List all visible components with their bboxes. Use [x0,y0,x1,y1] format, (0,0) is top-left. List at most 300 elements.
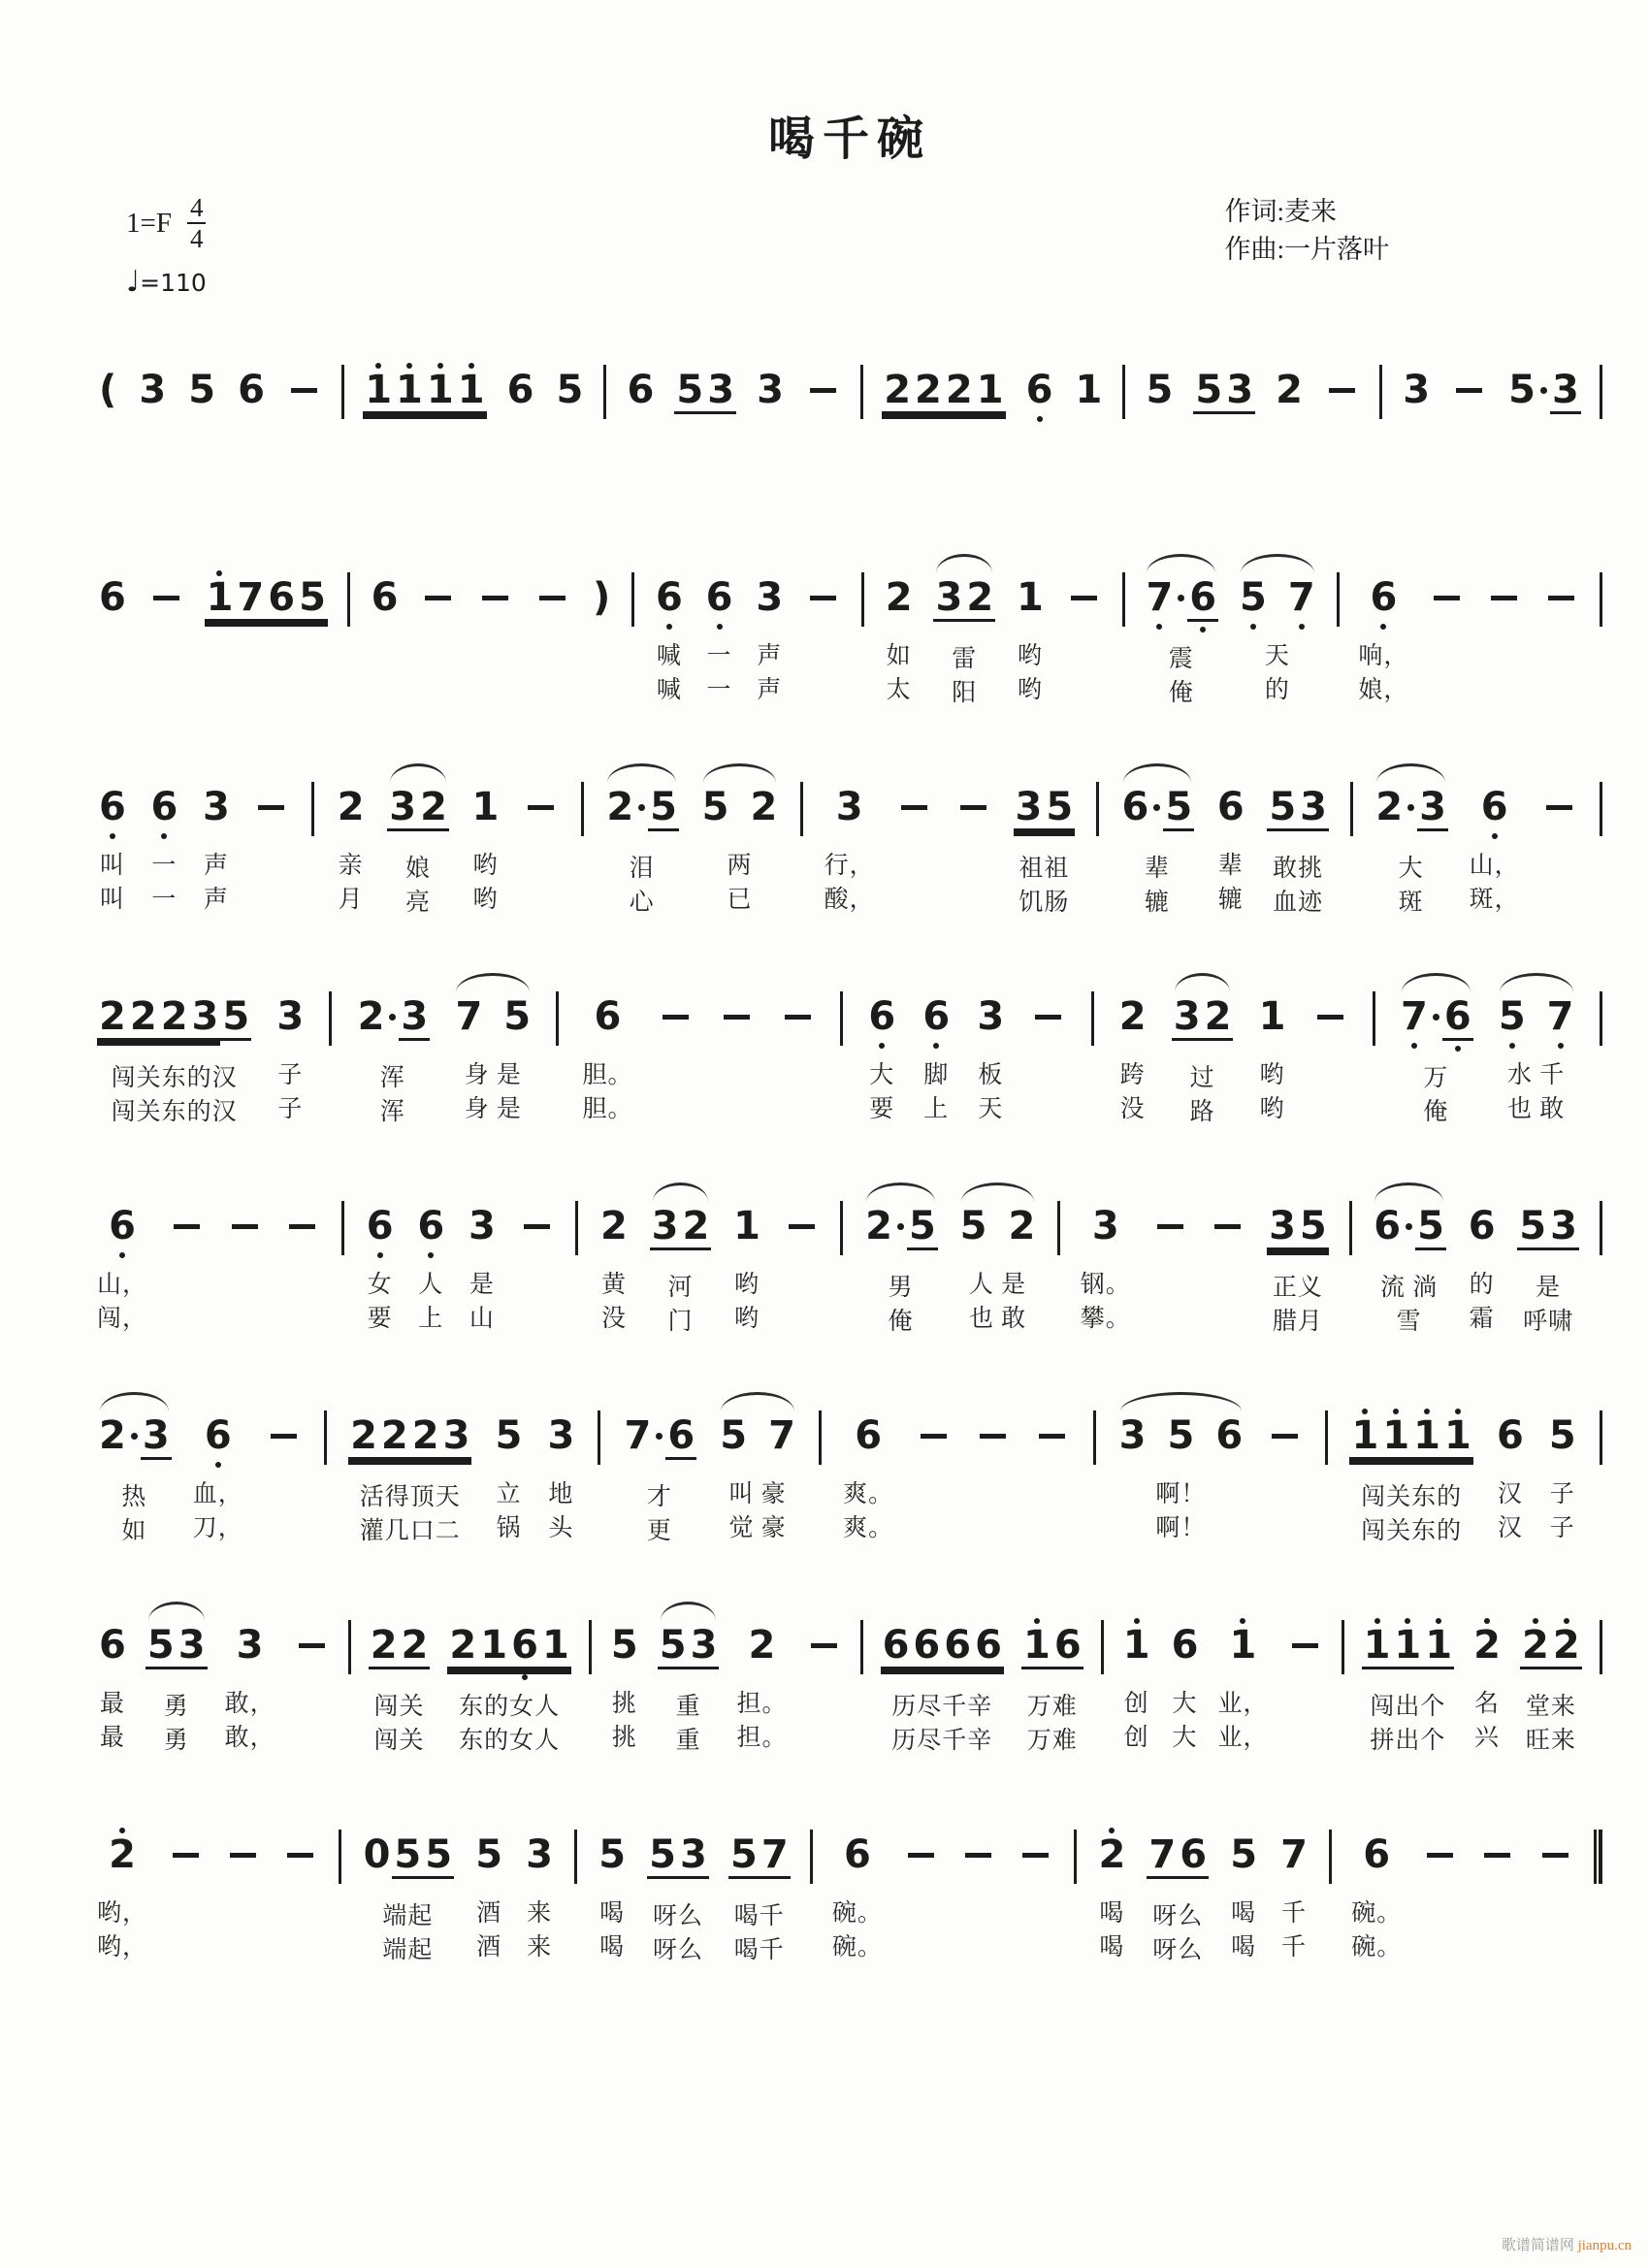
note-number: 2 [357,994,385,1040]
note-glyph [415,1193,446,1264]
note-glyph [1471,1612,1503,1683]
barline-mark [575,1201,578,1255]
note-cell [658,1610,720,1758]
note-number: 6 [268,575,296,621]
note-cell [1017,1820,1054,1896]
duration-dash [1157,1224,1183,1229]
lyric-verse1: 娘 [405,856,432,883]
note-number: 2 [885,575,913,621]
note-glyph [1551,1612,1582,1686]
barline-mark [1329,1830,1332,1884]
note-number: 3 [707,368,735,413]
note-cell [1547,1401,1578,1545]
lyric-verse1: 响， [1358,643,1409,670]
note-glyph [168,1193,206,1264]
lyric-verse1: 板 [978,1062,1004,1089]
slur-arc [1147,554,1215,573]
lyric-verse1: 万 [1423,1065,1449,1092]
note-cell [832,1820,883,1964]
note-cell [369,1610,431,1758]
note-glyph [1286,1612,1324,1683]
barline [1379,355,1382,419]
note-number: 6 [366,1204,394,1249]
lyric-verse1: 喊 [656,643,682,670]
note-glyph [1267,1193,1298,1267]
note-glyph [1372,1193,1403,1267]
lyric-verse2: 也 敢 [1507,1096,1566,1123]
note-cell [293,1610,331,1687]
note-glyph [944,357,975,431]
note-cell [534,563,571,639]
note-cell [1274,355,1305,428]
score-line [97,1610,1602,1758]
note-cell [1120,772,1195,920]
note-number: 6 [1496,1413,1524,1459]
note-number: 6 [594,994,622,1040]
note-glyph [1403,1193,1415,1267]
barline [1600,772,1602,836]
note-glyph [1120,774,1151,848]
note-glyph [1224,357,1255,431]
lyric-verse2: 碗。 [831,1934,883,1961]
barline-mark [1074,1830,1077,1884]
note-cell [201,772,232,917]
note-cell [1536,1820,1574,1896]
duration-dash [908,1853,934,1858]
barline-mark [556,991,559,1046]
final-barline [1594,1830,1602,1884]
note-number: 3 [276,994,305,1040]
lyric-verse2: 辘 [1217,887,1244,914]
lyric-verse1: 喝 [1099,1900,1125,1928]
note-cell [1145,355,1176,428]
barline-mark [861,572,864,627]
note-number: 6 [1363,1832,1391,1878]
note-number: 6 [371,575,399,621]
note-glyph [555,357,586,428]
note-cell [1286,1610,1324,1687]
note-cell [626,355,657,428]
note-group [476,563,514,635]
note-glyph [747,1612,778,1683]
note-cell [1215,772,1246,917]
note-number: 1 [1075,368,1103,413]
barline [324,1401,327,1465]
lyric-verse1: 立 [496,1481,522,1508]
note-number: 3 [651,1204,679,1249]
note-glyph [1017,1822,1054,1893]
lyric-verse2: 闯关东的 [1361,1518,1463,1545]
note-glyph [718,1403,749,1474]
note-cell [97,1191,147,1336]
note-glyph [128,1403,141,1476]
note-glyph [1096,1822,1127,1893]
note-cell [882,355,1005,431]
lyric-verse2: 创 [1123,1725,1149,1752]
note-cell [731,1191,762,1336]
note-group [866,982,897,1054]
duration-dash [291,388,317,393]
note-glyph [467,1193,498,1264]
lyric-verse1: 呀么 [1152,1903,1204,1930]
note-glyph [933,565,964,638]
credits-block [1224,193,1389,269]
lyric-verse1: 行， [824,853,875,880]
note-glyph [754,565,785,635]
note-glyph [97,774,128,845]
note-glyph [1228,1612,1259,1683]
barline-mark [329,991,332,1046]
note-number: 3 [1269,1204,1296,1249]
barline-mark [348,1620,351,1674]
note-group [1024,355,1055,428]
barline-mark [574,1830,577,1884]
note-number: 2 [1204,994,1232,1040]
note-glyph [1278,1822,1310,1893]
lyric-verse2: 挑 [611,1725,637,1752]
note-glyph [894,1193,907,1267]
note-number: 1 [396,368,423,413]
note-number: 5 [1417,1204,1444,1249]
barline [1373,982,1375,1046]
note-glyph [1368,565,1399,635]
note-cell [1399,982,1473,1129]
note-group [1074,355,1105,428]
note-group [654,563,685,635]
note-cell [97,563,128,639]
barline-mark [1379,365,1382,419]
note-group [863,1191,938,1267]
duration-dash [232,1224,258,1229]
note-glyph [128,984,159,1057]
duration-dash [1546,805,1572,810]
note-group [1471,1610,1503,1683]
note-glyph [1286,565,1317,635]
note-number: 2 [606,785,634,830]
note-glyph [730,774,748,845]
note-number: 1 [541,1623,569,1669]
note-glyph [1052,1612,1083,1686]
note-number: 1 [1122,1623,1150,1669]
note-glyph [804,565,842,635]
note-group [275,982,306,1054]
note-cell [1374,772,1448,920]
lyric-verse1: 哟 [1017,643,1043,670]
note-glyph [1542,565,1580,635]
note-glyph [1417,774,1448,848]
watermark-site-url: jianpu.cn [1577,2238,1632,2253]
note-group [1228,1820,1259,1893]
note-glyph [598,1193,630,1264]
note-group [236,355,267,428]
note-number: 6 [627,368,655,413]
note-cell [419,563,457,639]
note-number: 1 [457,368,485,413]
tempo-value: =110 [140,269,207,298]
note-group [1193,355,1255,431]
barline [311,772,314,836]
note-glyph [297,565,328,638]
duration-dash [153,596,179,600]
note-number: 2 [1552,1623,1580,1669]
note-number: 6 [868,994,896,1040]
note-group [1228,1610,1259,1683]
note-glyph [647,1822,678,1895]
lyric-verse2: 月 [338,887,364,914]
note-number: 5 [1269,785,1297,830]
note-group [1478,1820,1516,1893]
note-glyph [1430,984,1442,1057]
note-glyph [293,1612,331,1683]
time-signature-denominator: 4 [187,222,207,253]
note-glyph [975,984,1006,1054]
note-glyph [201,774,232,845]
note-cell [356,982,431,1129]
lyric-verse2: 一 [706,677,732,704]
lyric-verse1: 热 [121,1484,147,1511]
octave-dots-below [522,1674,528,1686]
note-number: 7 [768,1413,795,1459]
note-group [933,563,995,638]
note-number: ( [99,368,117,413]
note-glyph [902,1822,940,1893]
note-number: 1 [1351,1413,1379,1459]
note-number: 1 [1017,575,1044,621]
barline-mark [581,782,584,836]
lyric-verse2: 兴 [1474,1725,1501,1752]
note-glyph [441,1403,472,1476]
note-number: 3 [139,368,167,413]
lyric-verse2: 万难 [1026,1728,1078,1755]
lyric-verse2: 闯关东的汉 [111,1099,238,1126]
note-glyph [1485,565,1523,635]
note-glyph [591,565,612,635]
note-glyph [1006,1193,1037,1264]
note-cell [370,563,401,639]
note-cell [470,772,501,917]
note-cell [1117,982,1148,1126]
note-cell [654,563,685,707]
note-glyph [1033,1403,1071,1474]
lyric-verse2: 喊 [656,677,682,704]
note-cell [1278,1820,1310,1964]
note-group [1495,1401,1526,1474]
note-cell [252,772,290,849]
note-number: 1 [1229,1623,1257,1669]
note-cell [1193,355,1255,431]
note-number: 2 [748,1623,776,1669]
note-number: 5 [909,1204,936,1249]
lyric-verse1: 如 [886,643,912,670]
note-number: 2 [1473,1623,1501,1669]
note-group [1117,982,1148,1054]
barline [341,355,344,419]
lyric-verse1: 水 千 [1507,1062,1566,1089]
barline [603,355,606,419]
note-glyph [975,357,1006,431]
lyric-verse2: 爽。 [843,1515,894,1542]
note-glyph [1257,984,1288,1054]
note-cell [1024,355,1055,428]
note-cell [1428,563,1466,639]
slur-arc [1241,554,1314,573]
note-glyph [658,1612,689,1686]
note-glyph [470,774,501,845]
barline [1600,1610,1602,1674]
duration-dash [524,1224,550,1229]
dotted-note-dot [897,1223,904,1230]
note-cell [147,563,185,639]
lyric-verse1: 人 是 [968,1272,1027,1299]
duration-dash [1542,1853,1568,1858]
note-group [915,1401,953,1474]
note-number: 5 [1299,1204,1327,1249]
lyric-verse1: 大 [1398,856,1424,883]
note-group [593,982,624,1054]
note-cell [524,1820,555,1964]
note-glyph [447,1612,478,1686]
barline-mark [1057,1201,1060,1255]
duration-dash [425,596,451,600]
note-cell [863,1191,938,1339]
note-cell [959,1820,997,1896]
note-glyph [623,1403,654,1476]
barline [1325,1401,1328,1465]
note-glyph [1401,357,1432,428]
note-glyph [362,1822,393,1895]
note-group [1540,772,1578,845]
duration-dash [1035,1015,1061,1020]
note-glyph [1442,1403,1473,1476]
note-group [1090,1191,1121,1264]
note-number: 2 [411,1413,439,1459]
note-number: 3 [236,1623,264,1669]
note-glyph [336,774,367,845]
note-glyph [657,984,695,1054]
note-cell [1540,772,1578,849]
lyric-verse2: 锅 [496,1515,522,1542]
lyric-verse2: 重 [675,1728,701,1755]
note-group [1485,563,1523,635]
note-number: 6 [1189,575,1217,621]
lyric-verse2: 旺来 [1525,1728,1576,1755]
note-glyph [453,984,484,1054]
note-group [415,1191,446,1264]
note-glyph [718,984,756,1054]
note-number: 5 [1046,785,1074,830]
note-glyph [1090,1193,1121,1264]
note-cell [555,355,586,428]
note-number: 3 [547,1413,575,1459]
barline-mark [1350,782,1353,836]
low-octave-dot [215,1462,221,1468]
lyric-verse2: 最 [99,1725,125,1752]
note-number: 2 [99,994,126,1040]
note-number: 3 [468,1204,496,1249]
note-cell [1467,1191,1498,1336]
note-cell [1351,1820,1402,1964]
note-group [704,563,735,635]
note-number: 0 [363,1832,391,1878]
lyric-verse1: 闯关东的 [1361,1484,1463,1511]
lyric-verse2: 哟 [472,887,499,914]
lyric-verse1: 声 [757,643,783,670]
lyric-verse1: 跨 [1119,1062,1146,1089]
note-number: 5 [299,575,326,621]
barline-mark [341,1201,344,1255]
lyric-verse2: 更 [646,1518,672,1545]
note-glyph [1380,1403,1411,1476]
note-group [1144,563,1218,638]
note-glyph [1361,1822,1392,1893]
note-group [881,1610,1004,1686]
note-group [545,1401,576,1474]
note-number: 5 [659,1623,687,1669]
note-glyph [476,565,514,635]
note-cell [597,1820,628,1964]
lyric-verse1: 堂来 [1525,1694,1576,1721]
note-cell [167,1820,205,1896]
lyric-verse2: 子 [1549,1515,1575,1542]
lyric-verse1: 哟， [97,1900,148,1928]
lyric-verse2: 千 [1281,1934,1308,1961]
dotted-note-dot [389,1014,396,1021]
note-group [1362,1610,1455,1686]
note-group [518,1191,556,1264]
octave-dots-below [1037,416,1043,428]
barline-mark [631,572,634,627]
note-group [356,982,431,1057]
note-number: 1 [1413,1413,1440,1459]
note-group [895,772,933,845]
score-line [97,982,1602,1129]
song-title: 喝千碗 [767,113,931,165]
note-group [1311,982,1349,1054]
barline [347,563,350,627]
lyric-verse2: 闯关 [373,1728,425,1755]
note-number: 3 [1550,1204,1577,1249]
note-group [283,1191,321,1264]
note-glyph [882,357,913,431]
note-glyph [518,1193,556,1264]
octave-dots-below [879,1043,885,1054]
note-glyph [236,357,267,428]
note-glyph [1478,1822,1516,1893]
lyric-verse1: 汉 [1497,1481,1523,1508]
note-glyph [285,357,323,428]
note-number: 2 [337,785,365,830]
barline [1074,1820,1077,1884]
octave-dots-below [1492,833,1498,845]
lyric-verse1: 天 [1264,643,1290,670]
note-cell [1074,355,1105,428]
note-group [387,772,449,848]
note-glyph [1015,565,1046,635]
note-glyph [1065,565,1103,635]
lyric-verse2: 俺 [888,1309,914,1336]
barline-mark [1093,1410,1096,1465]
lyric-verse1: 泪 [629,856,655,883]
octave-dots-below [1200,627,1206,638]
note-group [365,1191,396,1264]
note-glyph [484,984,501,1054]
note-group [804,355,842,428]
note-glyph [674,357,705,431]
note-glyph [1150,774,1163,848]
note-cell [1401,355,1432,428]
time-signature-numerator: 4 [189,193,204,222]
note-group [1215,772,1246,845]
